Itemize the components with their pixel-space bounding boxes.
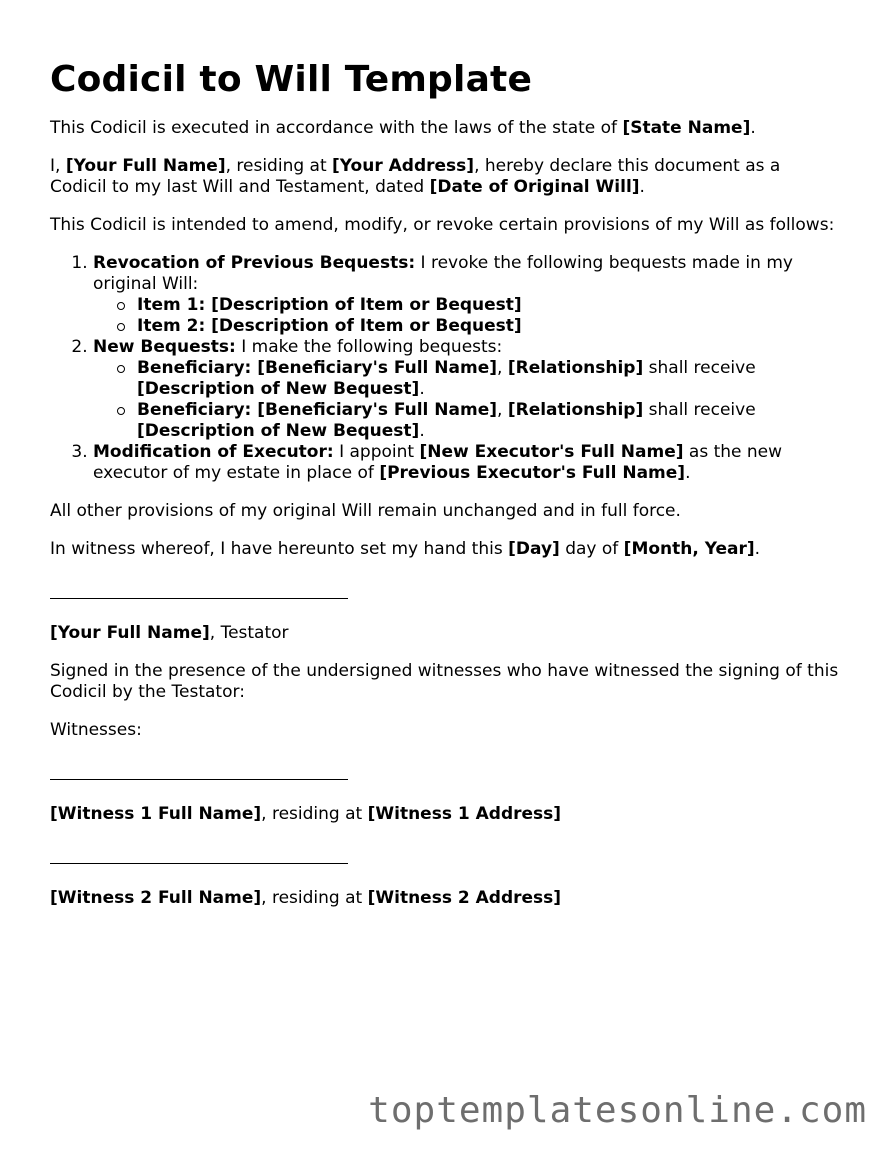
declaration-end: . [639, 177, 645, 198]
provisions-list [50, 253, 840, 484]
document [50, 58, 840, 926]
testator-signature-line [50, 598, 348, 599]
list-item-revocation [93, 253, 840, 337]
period: . [754, 539, 761, 560]
witness-2-address: [Witness 2 Address] [367, 888, 562, 909]
revoked-item-2: Item 2: [Description of Item or Bequest] [137, 316, 522, 337]
declaration-mid2: , hereby declare this document as a Codicil to my last Will and Testament, dated [50, 156, 781, 198]
watermark: toptemplatesonline.com [368, 1090, 867, 1131]
day-placeholder: [Day] [508, 539, 560, 560]
beneficiary-2: Beneficiary: [Beneficiary's Full Name] [137, 400, 498, 421]
testator-address-placeholder: [Your Address] [332, 156, 475, 177]
relationship-1: [Relationship] [507, 358, 644, 379]
presence-paragraph: Signed in the presence of the undersigned witnesses who have witnessed the signing of this Codicil by the Testator: [50, 661, 839, 703]
separator: , [497, 400, 508, 421]
list-item [137, 316, 840, 337]
remain-paragraph: All other provisions of my original Will remain unchanged and in full force. [50, 501, 681, 522]
beneficiary-1: Beneficiary: [Beneficiary's Full Name] [137, 358, 498, 379]
witness-1-name: [Witness 1 Full Name] [50, 804, 262, 825]
witness-1-signature-line [50, 779, 348, 780]
witness-clause [50, 539, 840, 560]
declaration-mid1: , residing at [225, 156, 333, 177]
will-date-placeholder: [Date of Original Will] [429, 177, 640, 198]
testator-role: , Testator [209, 623, 289, 644]
residing-at-text: , residing at [261, 888, 368, 909]
shall-receive-text: shall receive [643, 400, 756, 421]
residing-at-text: , residing at [261, 804, 368, 825]
intro-end: . [750, 118, 756, 139]
revoked-items-list [93, 295, 840, 337]
list-item [137, 358, 840, 400]
new-bequests-text: I make the following bequests: [235, 337, 503, 358]
revocation-heading: Revocation of Previous Bequests: [93, 253, 416, 274]
witness-clause-text1: In witness whereof, I have hereunto set my hand this [50, 539, 509, 560]
list-item-new-bequests [93, 337, 840, 442]
intro-text: This Codicil is executed in accordance with the laws of the state of [50, 118, 623, 139]
list-item [137, 400, 840, 442]
period: . [419, 379, 425, 400]
relationship-2: [Relationship] [507, 400, 644, 421]
new-bequests-list [93, 358, 840, 442]
shall-receive-text: shall receive [643, 358, 756, 379]
executor-text1: I appoint [333, 442, 420, 463]
period: . [685, 463, 691, 484]
purpose-paragraph: This Codicil is intended to amend, modify, or revoke certain provisions of my Will as follows: [50, 215, 835, 236]
declaration-paragraph [50, 156, 840, 198]
intro-paragraph [50, 118, 840, 139]
list-item-executor [93, 442, 840, 484]
witness-2-name: [Witness 2 Full Name] [50, 888, 262, 909]
revoked-item-1: Item 1: [Description of Item or Bequest] [137, 295, 522, 316]
executor-heading: Modification of Executor: [93, 442, 334, 463]
bequest-description-1: [Description of New Bequest] [137, 379, 420, 400]
separator: , [497, 358, 508, 379]
revocation-text: I revoke the following bequests made in my original Will: [93, 253, 793, 295]
month-year-placeholder: [Month, Year] [623, 539, 755, 560]
document-title: Codicil to Will Template [50, 59, 533, 100]
declaration-prefix: I, [50, 156, 66, 177]
previous-executor-placeholder: [Previous Executor's Full Name] [379, 463, 686, 484]
witness-clause-text2: day of [559, 539, 624, 560]
new-bequests-heading: New Bequests: [93, 337, 236, 358]
witness-1-address: [Witness 1 Address] [367, 804, 562, 825]
bequest-description-2: [Description of New Bequest] [137, 421, 420, 442]
witness-2-label [50, 888, 840, 909]
state-placeholder: [State Name] [622, 118, 751, 139]
executor-text2: as the new executor of my estate in place of [93, 442, 783, 484]
testator-name-placeholder: [Your Full Name] [65, 156, 226, 177]
witness-1-label [50, 804, 840, 825]
testator-signature-label [50, 623, 840, 644]
period: . [419, 421, 425, 442]
witness-2-signature-line [50, 863, 348, 864]
testator-name: [Your Full Name] [50, 623, 210, 644]
witnesses-label: Witnesses: [50, 720, 142, 741]
list-item [137, 295, 840, 316]
new-executor-placeholder: [New Executor's Full Name] [419, 442, 684, 463]
